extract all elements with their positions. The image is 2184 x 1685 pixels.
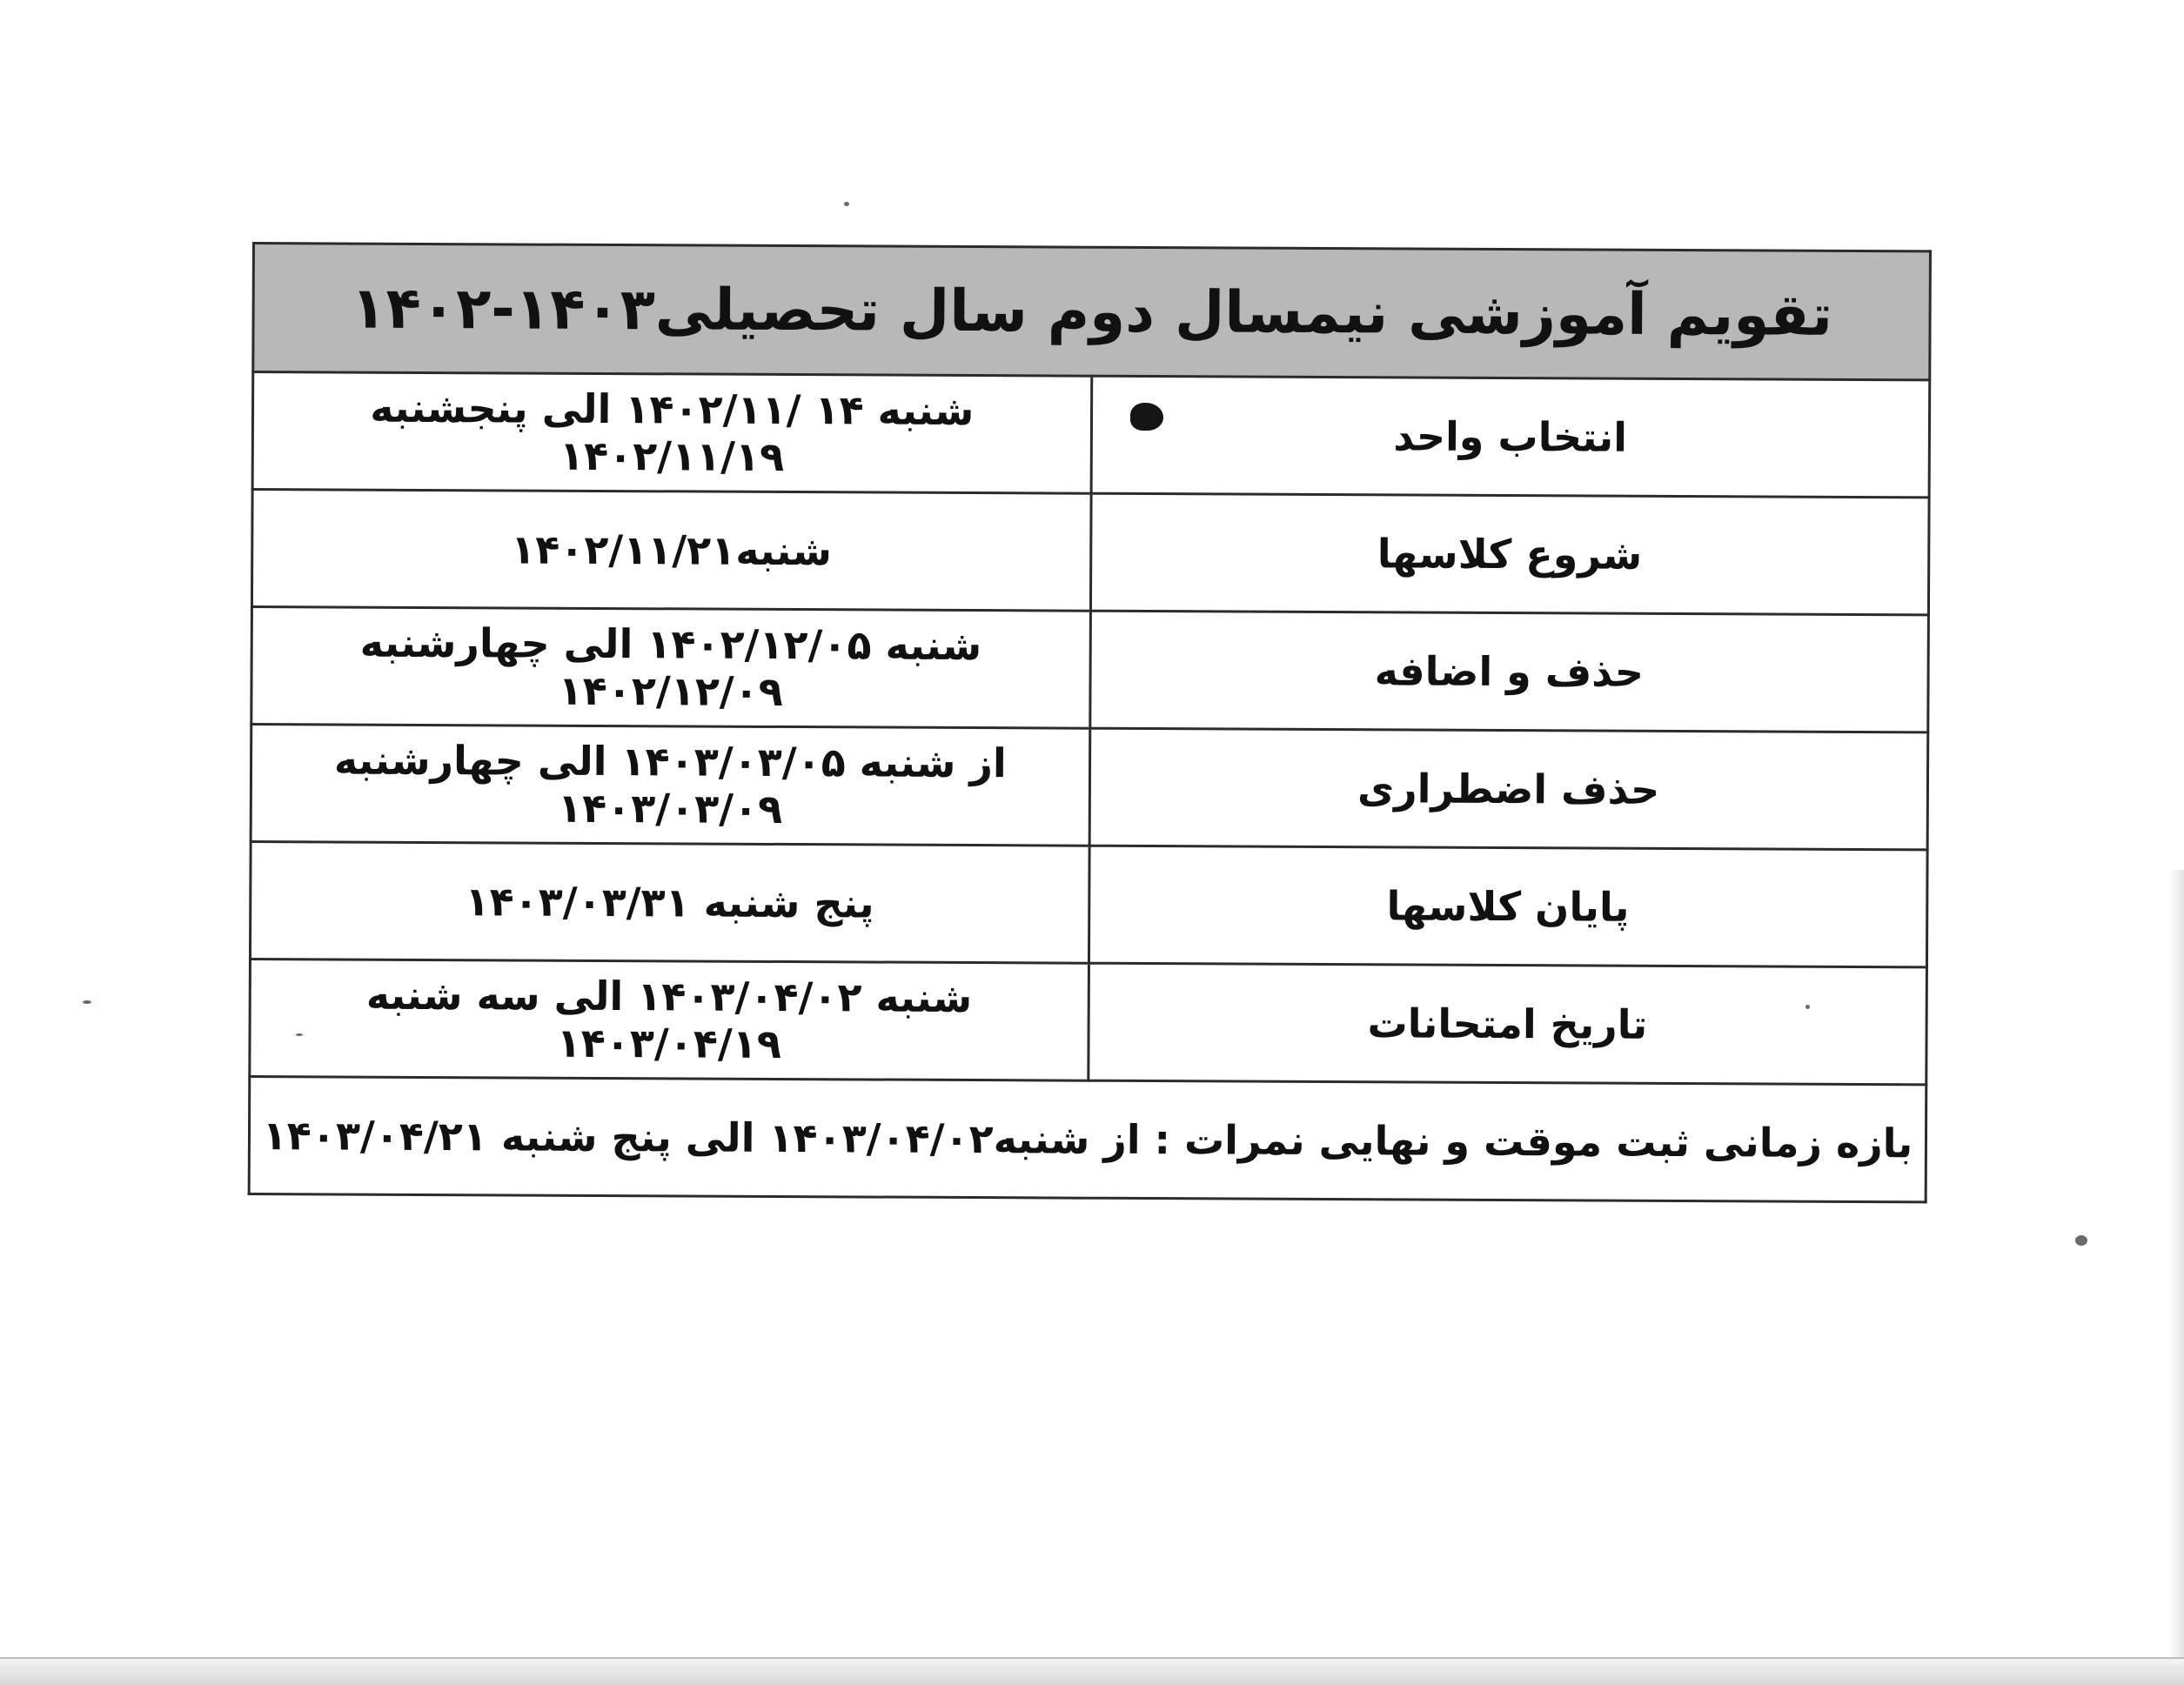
scan-bottom-edge — [0, 1657, 2184, 1685]
scan-right-edge — [2168, 870, 2184, 1657]
scan-speck — [83, 1000, 91, 1004]
row-value: شنبه ۱۴ /۱۴۰۲/۱۱ الی پنجشنبه ۱۴۰۲/۱۱/۱۹ — [252, 372, 1091, 494]
calendar-title: تقویم آموزشی نیمسال دوم سال تحصیلی۱۴۰۳-۱۴۰۲ — [253, 244, 1931, 380]
row-label: حذف و اضافه — [1089, 611, 1928, 732]
calendar-table — [248, 242, 1932, 1203]
table-row — [251, 725, 1928, 850]
table-row — [250, 841, 1927, 966]
row-label: حذف اضطراری — [1089, 728, 1928, 850]
scan-speck — [2075, 1235, 2087, 1246]
row-value: شنبه ۱۴۰۲/۱۲/۰۵ الی چهارشنبه ۱۴۰۲/۱۲/۰۹ — [251, 607, 1090, 729]
table-row — [251, 607, 1929, 732]
row-label: شروع کلاسها — [1090, 493, 1929, 615]
row-value: از شنبه ۱۴۰۳/۰۳/۰۵ الی چهارشنبه ۱۴۰۳/۰۳/۰۹ — [251, 725, 1089, 846]
row-value: پنج شنبه ۱۴۰۳/۰۳/۳۱ — [250, 841, 1089, 963]
table-row — [252, 372, 1930, 498]
title-row — [253, 244, 1931, 380]
table-row — [250, 959, 1927, 1084]
row-label: انتخاب واحد — [1091, 376, 1930, 498]
academic-calendar — [248, 242, 1932, 1203]
ink-correction-mark — [1130, 403, 1163, 431]
grade-submission-period: بازه زمانی ثبت موقت و نهایی نمرات : از شنبه۱۴۰۳/۰۴/۰۲ الی پنج شنبه ۱۴۰۳/۰۴/۲۱ — [249, 1076, 1926, 1201]
scan-speck — [844, 202, 849, 206]
row-label: پایان کلاسها — [1089, 846, 1927, 967]
row-value: شنبه۱۴۰۲/۱۱/۲۱ — [251, 490, 1090, 612]
footer-row — [249, 1076, 1926, 1201]
row-label: تاریخ امتحانات — [1088, 963, 1926, 1085]
row-value: شنبه ۱۴۰۳/۰۴/۰۲ الی سه شنبه ۱۴۰۳/۰۴/۱۹ — [250, 959, 1089, 1080]
table-row — [251, 490, 1929, 615]
